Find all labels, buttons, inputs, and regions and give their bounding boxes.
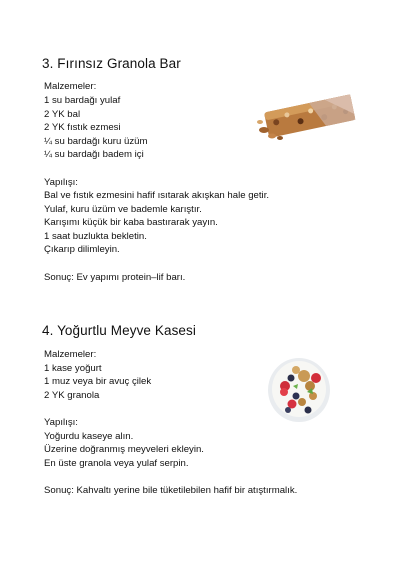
ingredient-line: ¼ su bardağı kuru üzüm (44, 136, 148, 147)
yogurt-bowl-image (266, 356, 332, 424)
method-label: Yapılışı: (44, 417, 78, 428)
ingredient-line: 2 YK fıstık ezmesi (44, 122, 121, 133)
step-line: En üste granola veya yulaf serpin. (44, 458, 189, 469)
step-line: Yulaf, kuru üzüm ve bademle karıştır. (44, 204, 202, 215)
ingredient-line: 1 kase yoğurt (44, 363, 102, 374)
step-line: 1 saat buzlukta bekletin. (44, 231, 147, 242)
result-line: Sonuç: Kahvaltı yerine bile tüketilebilen hafif bir atıştırmalık. (44, 485, 298, 496)
recipe-title: 3. Fırınsız Granola Bar (42, 56, 181, 71)
ingredient-line: 1 muz veya bir avuç çilek (44, 376, 152, 387)
ingredient-line: ¼ su bardağı badem içi (44, 149, 144, 160)
granola-bar-image (254, 94, 358, 142)
ingredient-line: 2 YK bal (44, 109, 81, 120)
ingredients-label: Malzemeler: (44, 349, 97, 360)
step-line: Bal ve fıstık ezmesini hafif ısıtarak akışkan hale getir. (44, 190, 270, 201)
ingredient-line: 1 su bardağı yulaf (44, 95, 121, 106)
method-label: Yapılışı: (44, 177, 78, 188)
step-line: Yoğurdu kaseye alın. (44, 431, 134, 442)
ingredient-line: 2 YK granola (44, 390, 100, 401)
result-line: Sonuç: Ev yapımı protein–lif barı. (44, 272, 186, 283)
step-line: Çıkarıp dilimleyin. (44, 244, 120, 255)
recipe-title: 4. Yoğurtlu Meyve Kasesi (42, 323, 196, 338)
ingredients-label: Malzemeler: (44, 81, 97, 92)
step-line: Karışımı küçük bir kaba bastırarak yayın. (44, 217, 218, 228)
step-line: Üzerine doğranmış meyveleri ekleyin. (44, 444, 204, 455)
